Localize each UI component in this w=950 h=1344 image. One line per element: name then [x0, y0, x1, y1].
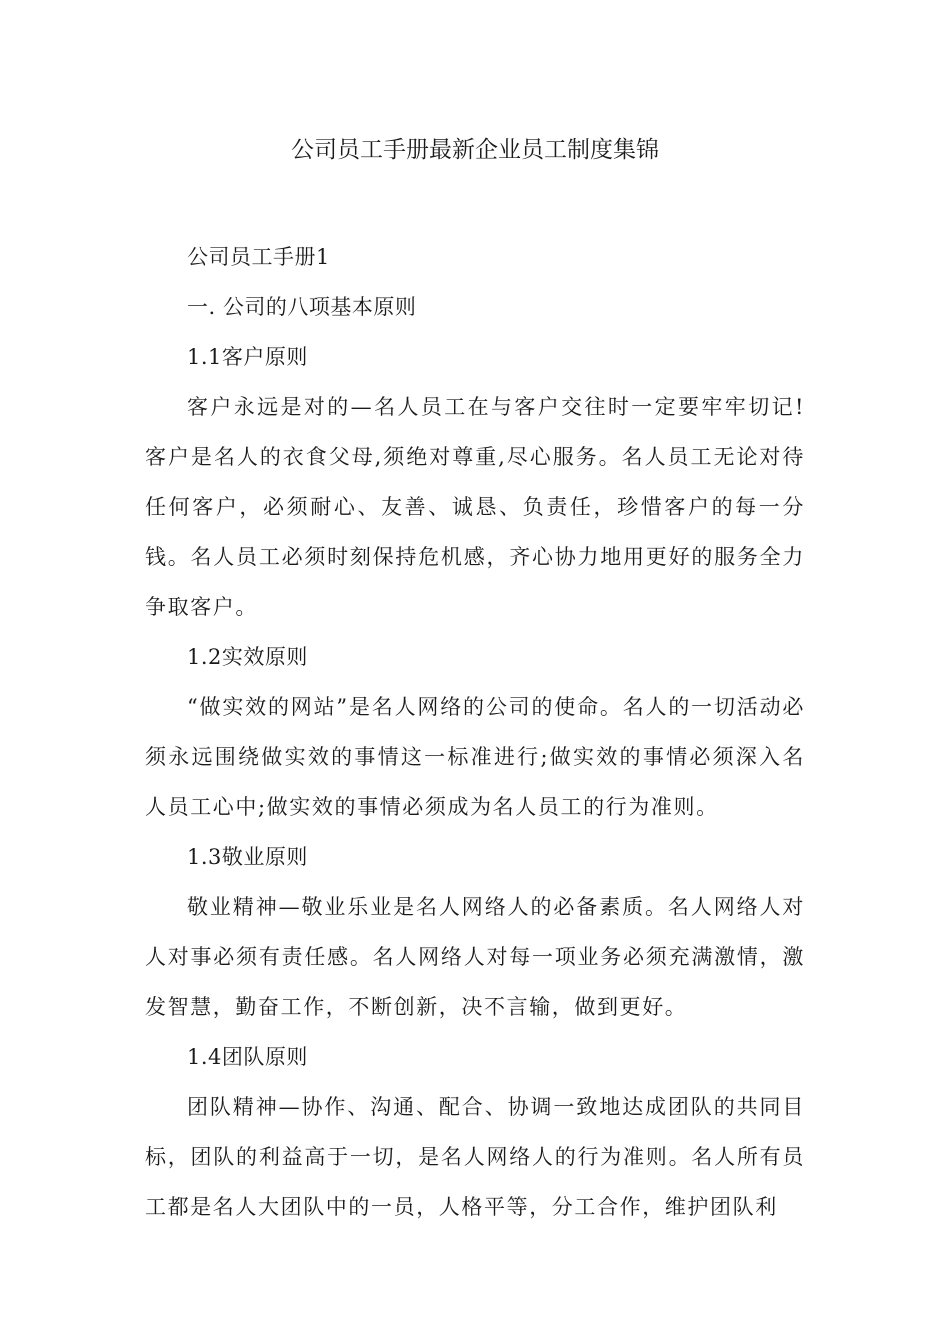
subsection-heading-customer: 1.1客户原则 [187, 345, 308, 369]
section-heading-handbook: 公司员工手册1 [187, 245, 330, 269]
subsection-heading-team: 1.4团队原则 [187, 1045, 308, 1069]
paragraph-customer: 客户永远是对的—名人员工在与客户交往时一定要牢牢切记!客户是名人的衣食父母,须绝对尊重,尽心服务。名人员工无论对待任何客户，必须耐心、友善、诚恳、负责任，珍惜客户的每一分钱。名人员工必须时刻保持危机感，齐心协力地用更好的服务全力争取客户。 [145, 395, 805, 619]
paragraph-team: 团队精神—协作、沟通、配合、协调一致地达成团队的共同目标，团队的利益高于一切，是名人网络人的行为准则。名人所有员工都是名人大团队中的一员，人格平等，分工合作，维护团队利 [145, 1095, 805, 1219]
document-body [145, 232, 805, 1232]
subsection-heading-dedication: 1.3敬业原则 [187, 845, 308, 869]
document-title: 公司员工手册最新企业员工制度集锦 [291, 137, 659, 163]
section-heading-principles: 一. 公司的八项基本原则 [187, 295, 417, 319]
subsection-heading-effectiveness: 1.2实效原则 [187, 645, 308, 669]
paragraph-effectiveness: “做实效的网站”是名人网络的公司的使命。名人的一切活动必须永远围绕做实效的事情这一标准进行;做实效的事情必须深入名人员工心中;做实效的事情必须成为名人员工的行为准则。 [145, 695, 805, 819]
paragraph-dedication: 敬业精神—敬业乐业是名人网络人的必备素质。名人网络人对人对事必须有责任感。名人网络人对每一项业务必须充满激情，激发智慧，勤奋工作，不断创新，决不言输，做到更好。 [145, 895, 805, 1019]
